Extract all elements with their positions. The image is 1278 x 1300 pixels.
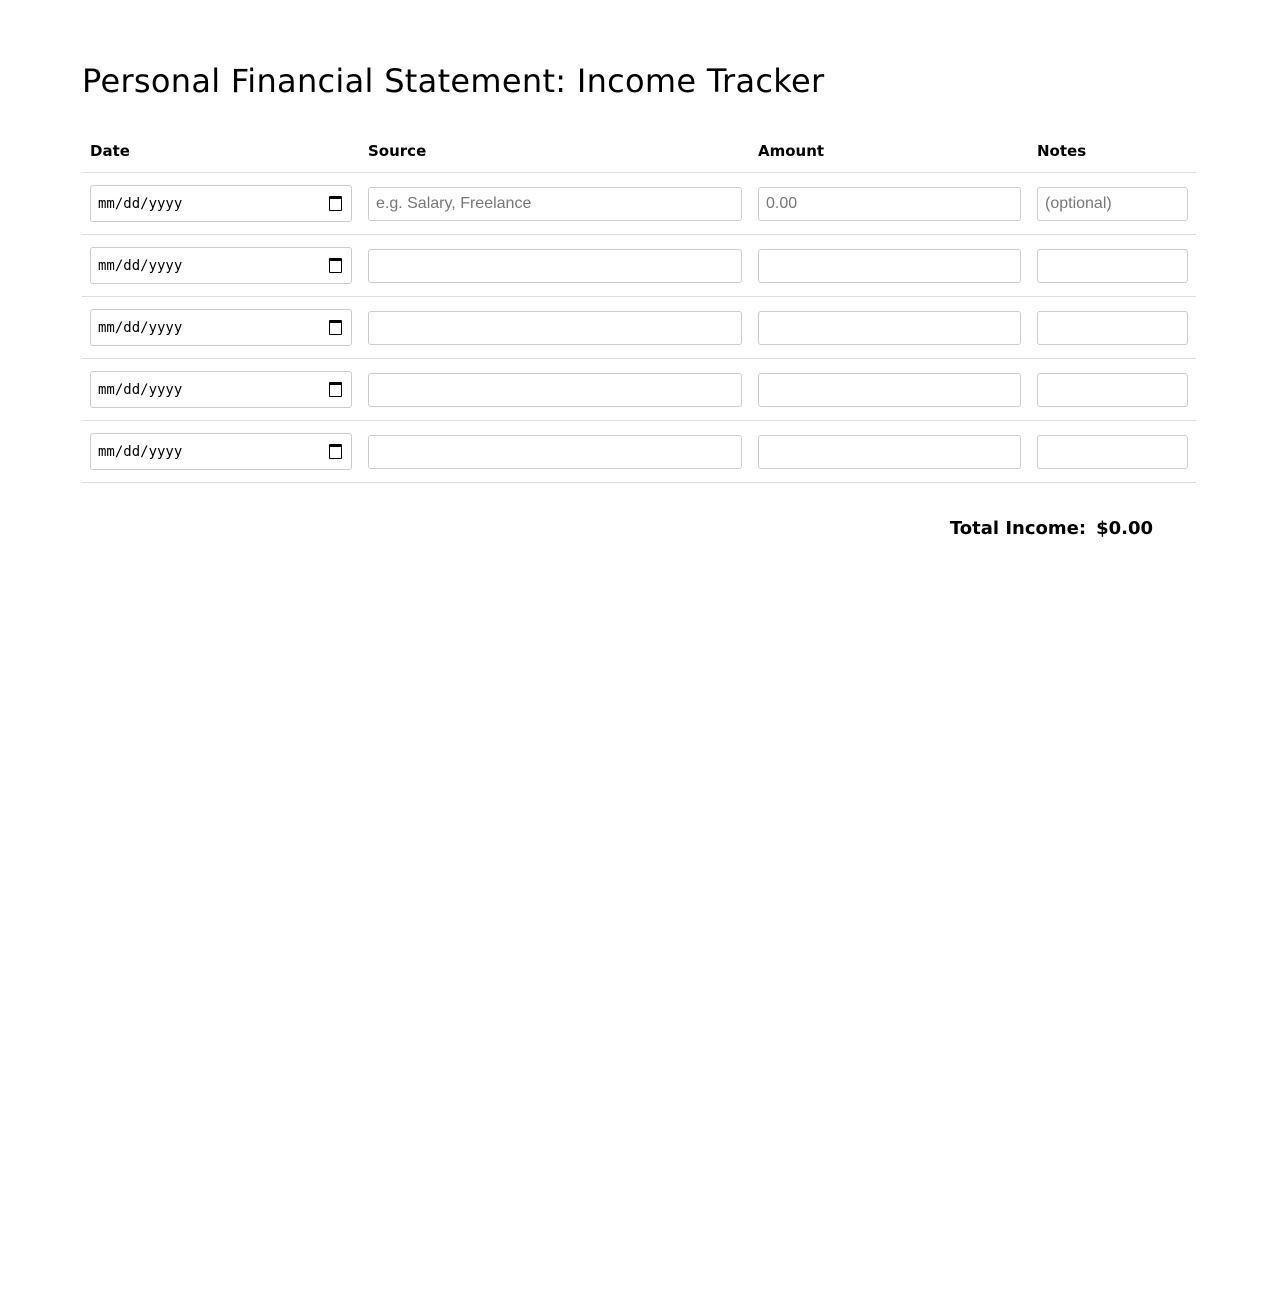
date-input[interactable] xyxy=(90,371,352,408)
date-format: mm/dd/yyyy xyxy=(98,443,183,460)
total-income-value: $0.00 xyxy=(1096,518,1153,539)
notes-input[interactable] xyxy=(1037,435,1188,469)
notes-input[interactable] xyxy=(1037,187,1188,221)
date-cell xyxy=(82,235,360,297)
date-input[interactable] xyxy=(90,247,352,284)
source-input[interactable] xyxy=(368,435,742,469)
table-row xyxy=(82,173,1196,235)
amount-cell xyxy=(750,235,1029,297)
date-cell xyxy=(82,297,360,359)
notes-cell xyxy=(1029,173,1196,235)
date-input[interactable] xyxy=(90,433,352,470)
notes-field xyxy=(1037,187,1188,221)
source-input[interactable] xyxy=(368,373,742,407)
date-input[interactable] xyxy=(90,185,352,222)
table-row xyxy=(82,421,1196,483)
source-cell xyxy=(360,421,750,483)
notes-input[interactable] xyxy=(1037,249,1188,283)
notes-input[interactable] xyxy=(1037,373,1188,407)
date-cell xyxy=(82,421,360,483)
total-income-label: Total Income: xyxy=(949,518,1087,539)
date-format: mm/dd/yyyy xyxy=(98,381,183,398)
source-cell xyxy=(360,297,750,359)
source-placeholder: e.g. Salary, Freelance xyxy=(376,194,532,212)
column-header-amount: Amount xyxy=(750,130,1029,173)
amount-field xyxy=(758,249,1021,283)
table-row xyxy=(82,359,1196,421)
income-table xyxy=(82,130,1196,483)
column-header-notes: Notes xyxy=(1029,130,1196,173)
amount-cell xyxy=(750,359,1029,421)
amount-cell xyxy=(750,421,1029,483)
notes-cell xyxy=(1029,297,1196,359)
amount-placeholder: 0.00 xyxy=(766,194,798,212)
date-format: mm/dd/yyyy xyxy=(98,319,183,336)
date-cell xyxy=(82,173,360,235)
amount-input[interactable] xyxy=(758,249,1021,283)
column-header-date: Date xyxy=(82,130,360,173)
table-row xyxy=(82,297,1196,359)
notes-field xyxy=(1037,435,1188,469)
table-row xyxy=(82,235,1196,297)
table-header-row xyxy=(82,130,1196,173)
calendar-icon[interactable] xyxy=(329,382,342,397)
date-format: mm/dd/yyyy xyxy=(98,195,183,212)
source-cell xyxy=(360,173,750,235)
source-cell xyxy=(360,235,750,297)
amount-field xyxy=(758,435,1021,469)
date-input[interactable] xyxy=(90,309,352,346)
notes-cell xyxy=(1029,421,1196,483)
source-field xyxy=(368,187,742,221)
source-input[interactable] xyxy=(368,187,742,221)
calendar-icon[interactable] xyxy=(329,320,342,335)
calendar-icon[interactable] xyxy=(329,444,342,459)
calendar-icon[interactable] xyxy=(329,258,342,273)
source-field xyxy=(368,373,742,407)
date-cell xyxy=(82,359,360,421)
amount-field xyxy=(758,311,1021,345)
amount-field xyxy=(758,373,1021,407)
amount-input[interactable] xyxy=(758,373,1021,407)
amount-cell xyxy=(750,297,1029,359)
source-input[interactable] xyxy=(368,311,742,345)
amount-input[interactable] xyxy=(758,187,1021,221)
notes-cell xyxy=(1029,235,1196,297)
source-field xyxy=(368,249,742,283)
source-field xyxy=(368,435,742,469)
notes-input[interactable] xyxy=(1037,311,1188,345)
notes-field xyxy=(1037,249,1188,283)
source-cell xyxy=(360,359,750,421)
notes-field xyxy=(1037,373,1188,407)
amount-field xyxy=(758,187,1021,221)
amount-cell xyxy=(750,173,1029,235)
notes-cell xyxy=(1029,359,1196,421)
amount-input[interactable] xyxy=(758,435,1021,469)
amount-input[interactable] xyxy=(758,311,1021,345)
date-format: mm/dd/yyyy xyxy=(98,257,183,274)
notes-field xyxy=(1037,311,1188,345)
notes-placeholder: (optional) xyxy=(1045,194,1112,212)
source-field xyxy=(368,311,742,345)
source-input[interactable] xyxy=(368,249,742,283)
column-header-source: Source xyxy=(360,130,750,173)
page-title: Personal Financial Statement: Income Tracker xyxy=(82,62,825,100)
total-income xyxy=(950,518,1153,539)
calendar-icon[interactable] xyxy=(329,196,342,211)
